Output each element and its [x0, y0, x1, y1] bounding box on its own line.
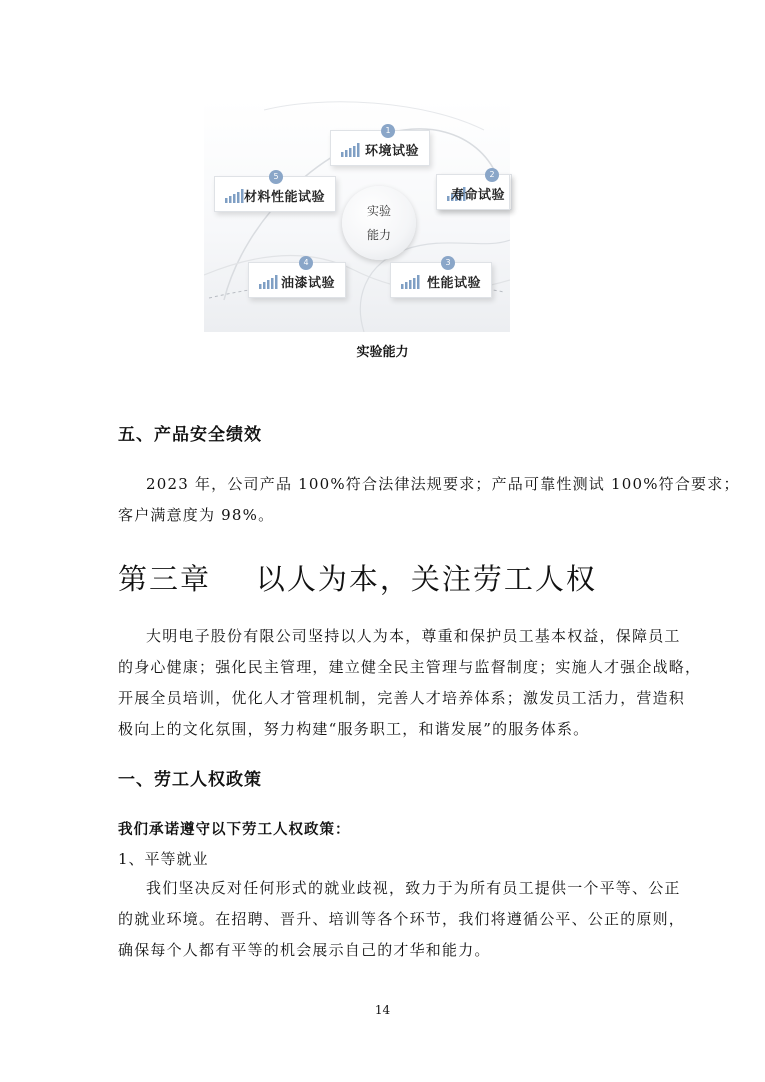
diagram-caption: 实验能力: [356, 345, 409, 360]
item-title-equal-employment: 1、平等就业: [118, 850, 209, 868]
experiment-capability-diagram: [204, 100, 510, 332]
node-number-badge: 3: [441, 256, 455, 270]
chapter3-intro-paragraph: [118, 621, 702, 745]
section-heading-product-safety: 五、产品安全绩效: [118, 425, 262, 445]
paragraph-line: 的身心健康；强化民主管理，建立健全民主管理与监督制度；实施人才强企战略，: [118, 658, 702, 676]
section5-paragraph: [118, 469, 740, 531]
node-material-test: [214, 172, 336, 212]
node-lifetime-test-box: [436, 170, 510, 210]
center-circle: [342, 186, 416, 260]
node-environment-test: [330, 126, 430, 166]
page-number: 14: [374, 1003, 391, 1017]
chapter-title: 第三章 以人为本，关注劳工人权: [118, 562, 597, 596]
node-performance-test: [390, 258, 492, 298]
bar-chart-icon: [341, 143, 363, 157]
paragraph-line: 我们坚决反对任何形式的就业歧视，致力于为所有员工提供一个平等、公正: [146, 879, 681, 897]
section-heading-labor-policy: 一、劳工人权政策: [118, 770, 262, 790]
commitment-statement: 我们承诺遵守以下劳工人权政策：: [118, 822, 351, 838]
node-label: 油漆试验: [280, 276, 335, 291]
paragraph-line: 确保每个人都有平等的机会展示自己的才华和能力。: [118, 941, 491, 959]
paragraph-line: 的就业环境。在招聘、晋升、培训等各个环节，我们将遵循公平、公正的原则，: [118, 910, 686, 928]
paragraph-line: 开展全员培训，优化人才管理机制，完善人才培养体系；激发员工活力，营造积: [118, 689, 686, 707]
node-number-badge: 4: [299, 256, 313, 270]
bar-chart-icon: [401, 275, 423, 289]
paragraph-line: 客户满意度为 98%。: [118, 506, 275, 524]
paragraph-line: 2023 年，公司产品 100%符合法律法规要求；产品可靠性测试 100%符合要求；: [146, 475, 740, 493]
node-label: 性能试验: [426, 276, 481, 291]
paragraph-line: 大明电子股份有限公司坚持以人为本，尊重和保护员工基本权益，保障员工: [146, 627, 681, 645]
node-label: 寿命试验: [450, 188, 505, 203]
center-label-line1: 实验: [366, 204, 391, 218]
equal-employment-paragraph: [118, 873, 686, 966]
node-label: 材料性能试验: [243, 190, 325, 205]
node-paint-test: [248, 258, 346, 298]
center-label-line2: 能力: [366, 228, 391, 242]
node-number-badge: 1: [381, 124, 395, 138]
node-number-badge: 5: [269, 170, 283, 184]
bar-chart-icon: [259, 275, 281, 289]
node-label: 环境试验: [364, 144, 419, 159]
paragraph-line: 极向上的文化氛围，努力构建“服务职工，和谐发展”的服务体系。: [118, 720, 590, 738]
node-number-badge: 2: [485, 168, 499, 182]
